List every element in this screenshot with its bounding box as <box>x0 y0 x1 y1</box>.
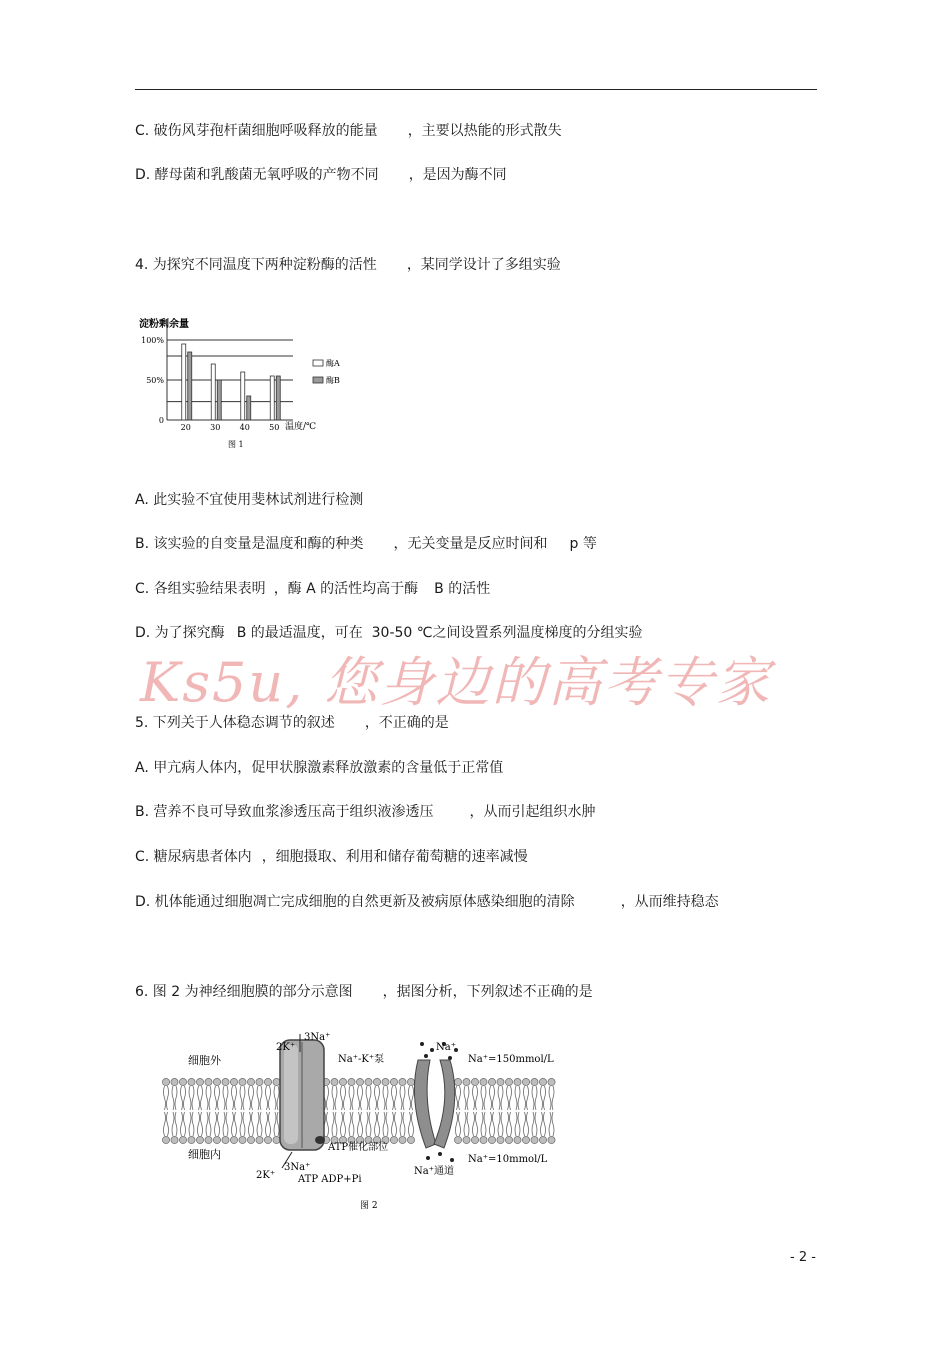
watermark: Ks5u, 您身边的高考专家 <box>140 651 772 714</box>
label-atp-site: ATP催化部位 <box>328 1142 389 1153</box>
legend-swatch <box>313 360 323 366</box>
label-inside: 细胞内 <box>188 1148 221 1161</box>
x-tick-label: 40 <box>239 423 250 432</box>
bar-酶A-30 <box>211 364 215 420</box>
x-tick-label: 50 <box>269 423 280 432</box>
y-tick-label: 50% <box>146 376 164 385</box>
y-tick-label: 0 <box>158 416 164 425</box>
q4-option-a: A. 此实验不宜使用斐林试剂进行检测 <box>135 492 364 508</box>
q5-option-d: D. 机体能通过细胞凋亡完成细胞的自然更新及被病原体感染细胞的清除 ，从而维持稳态 <box>135 894 719 910</box>
q3-option-c: C. 破伤风芽孢杆菌细胞呼吸释放的能量 ，主要以热能的形式散失 <box>135 123 562 139</box>
label-conc-out: Na⁺=150mmol/L <box>468 1054 554 1065</box>
label-outside: 细胞外 <box>188 1054 221 1067</box>
na-ions-inside <box>426 1152 454 1162</box>
bar-酶B-40 <box>247 396 251 420</box>
q5-option-c: C. 糖尿病患者体内 ，细胞摄取、利用和储存葡萄糖的速率减慢 <box>135 849 528 865</box>
y-tick-label: 100% <box>141 336 164 345</box>
label-na-out: 3Na⁺ <box>304 1032 331 1043</box>
q4-option-d: D. 为了探究酶 B 的最适温度，可在 30-50 ℃之间设置系列温度梯度的分组实验 <box>135 625 643 641</box>
na-channel <box>414 1060 454 1148</box>
bar-酶A-20 <box>182 344 186 420</box>
q4-option-b: B. 该实验的自变量是温度和酶的种类 ，无关变量是反应时间和 p 等 <box>135 536 597 552</box>
label-atp-reaction: ATP ADP+Pi <box>298 1174 362 1185</box>
chart-title: 淀粉剩余量 <box>139 319 189 330</box>
bar-酶A-40 <box>241 372 245 420</box>
chart-caption: 图 1 <box>228 440 244 449</box>
header-rule <box>135 89 817 90</box>
q5-option-b: B. 营养不良可导致血浆渗透压高于组织液渗透压 ，从而引起组织水肿 <box>135 804 596 820</box>
bar-酶A-50 <box>270 376 274 420</box>
chart-xlabel: 温度/℃ <box>285 422 317 432</box>
legend-swatch <box>313 377 323 383</box>
bar-酶B-20 <box>188 352 192 420</box>
legend-label: 酶A <box>326 359 340 368</box>
phospholipid-bilayer <box>162 1078 555 1143</box>
q3-option-d: D. 酵母菌和乳酸菌无氧呼吸的产物不同 ，是因为酶不同 <box>135 167 507 183</box>
atp-site-marker <box>315 1136 325 1144</box>
label-channel-na: Na⁺ <box>436 1042 456 1053</box>
x-tick-label: 30 <box>210 423 221 432</box>
bar-酶B-30 <box>217 380 221 420</box>
page-number: - 2 - <box>790 1250 816 1265</box>
label-k-out: 2K⁺ <box>276 1042 296 1053</box>
label-pump: Na⁺-K⁺泵 <box>338 1054 385 1065</box>
na-k-pump <box>280 1040 325 1150</box>
q4-stem: 4. 为探究不同温度下两种淀粉酶的活性 ，某同学设计了多组实验 <box>135 257 561 273</box>
q5-stem: 5. 下列关于人体稳态调节的叙述 ，不正确的是 <box>135 715 449 731</box>
figure-2-membrane-diagram <box>160 1030 600 1215</box>
bar-酶B-50 <box>276 376 280 420</box>
label-na-in: 3Na⁺ <box>284 1162 311 1173</box>
label-k-in: 2K⁺ <box>256 1170 276 1181</box>
q5-option-a: A. 甲亢病人体内，促甲状腺激素释放激素的含量低于正常值 <box>135 760 504 776</box>
legend-label: 酶B <box>326 376 340 385</box>
figure-2-caption: 图 2 <box>360 1201 378 1211</box>
label-conc-in: Na⁺=10mmol/L <box>468 1154 548 1165</box>
figure-1-bar-chart <box>135 305 365 455</box>
q6-stem: 6. 图 2 为神经细胞膜的部分示意图 ，据图分析，下列叙述不正确的是 <box>135 984 593 1000</box>
label-channel: Na⁺通道 <box>414 1166 454 1177</box>
x-tick-label: 20 <box>180 423 191 432</box>
q4-option-c: C. 各组实验结果表明 ，酶 A 的活性均高于酶 B 的活性 <box>135 581 491 597</box>
